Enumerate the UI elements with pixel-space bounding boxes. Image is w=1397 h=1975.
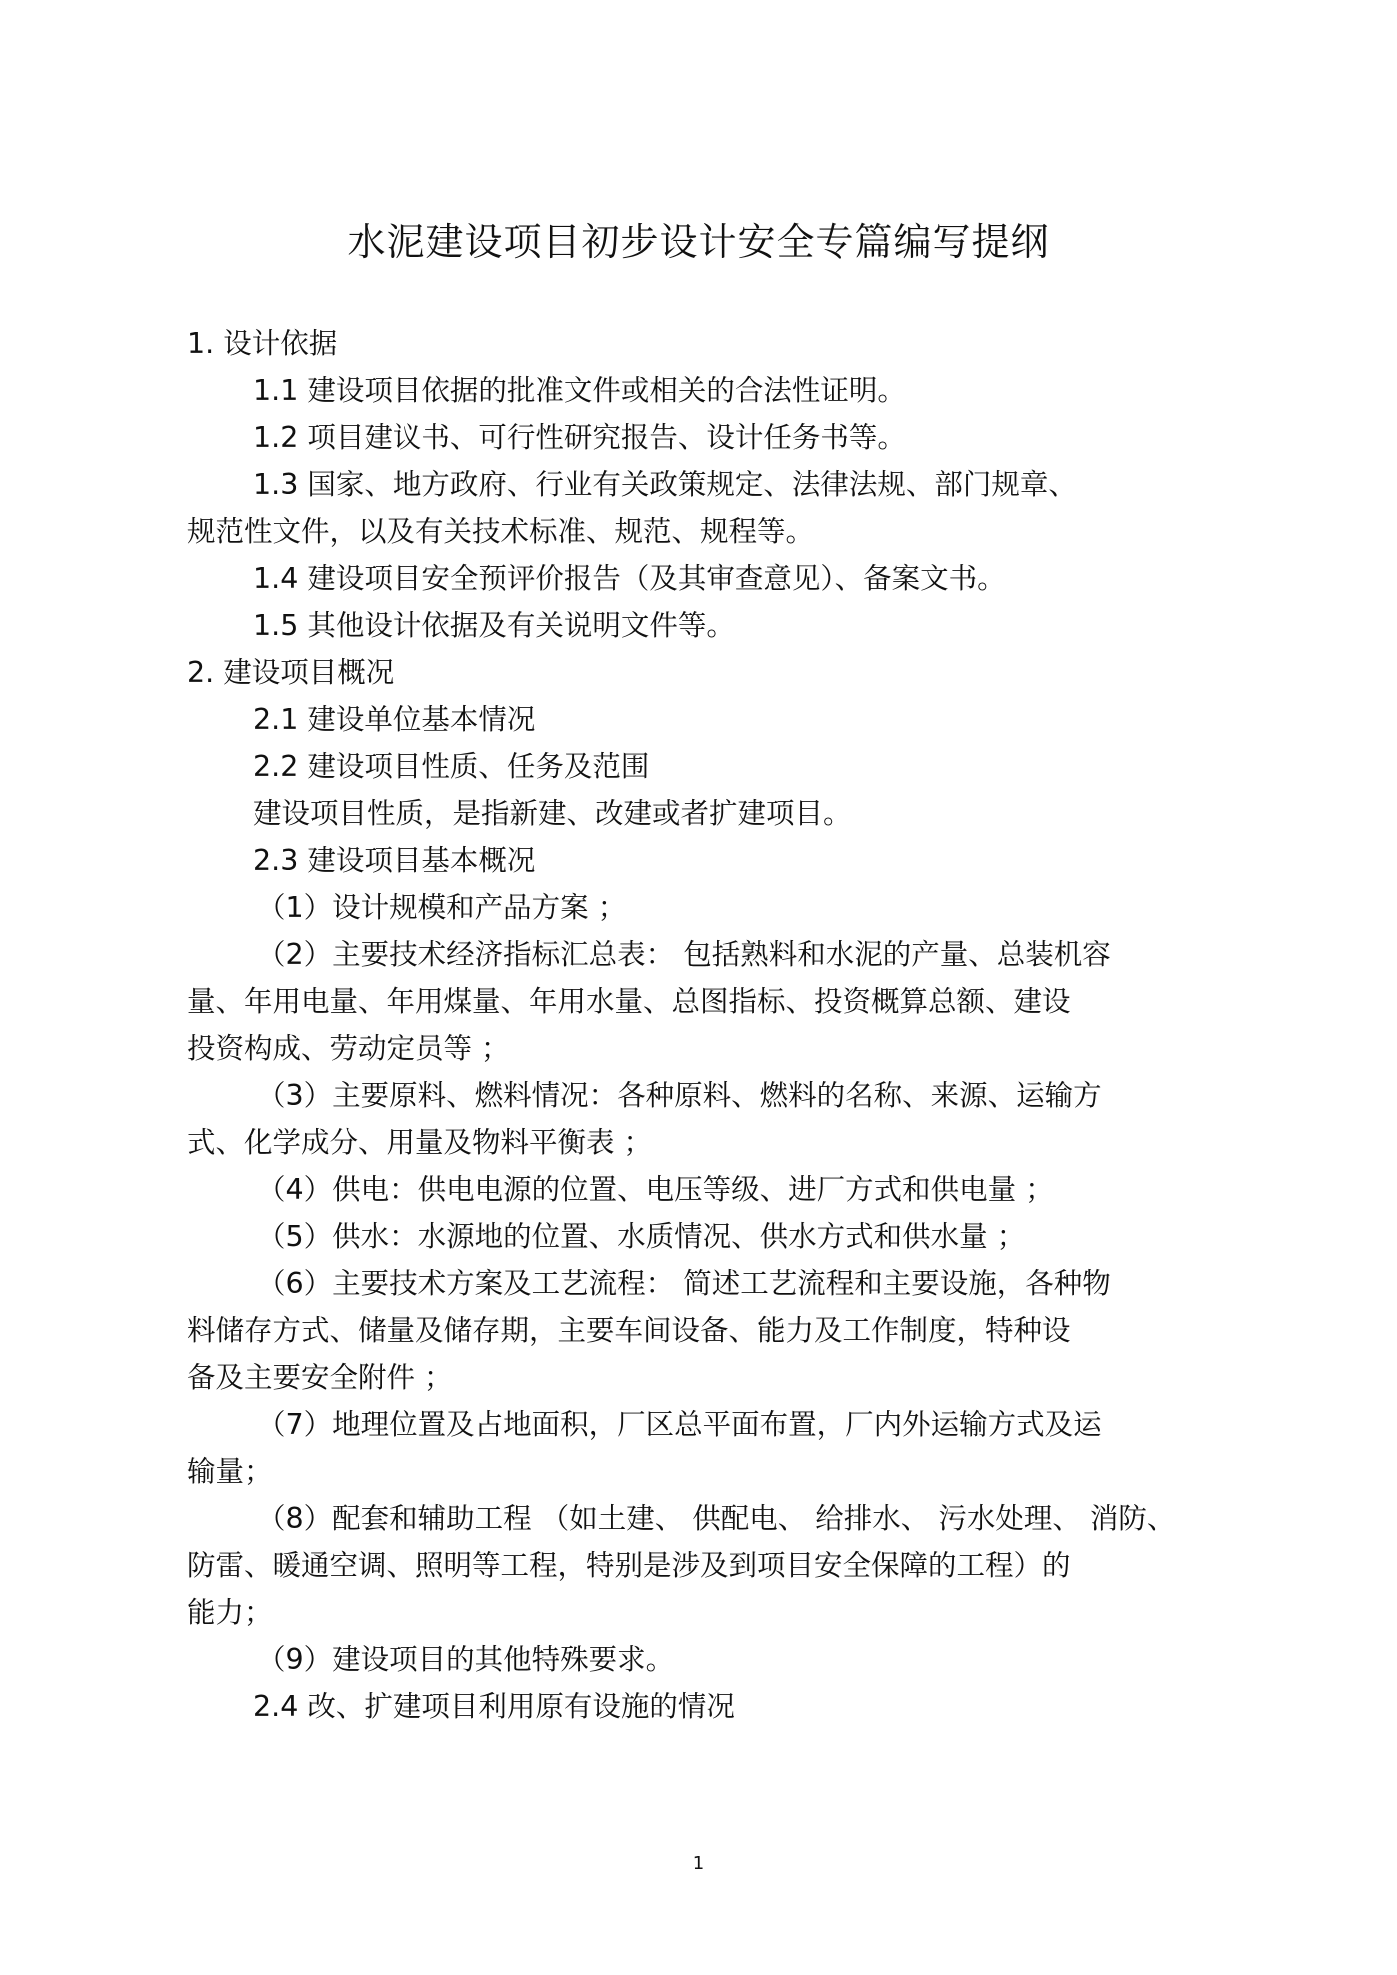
text-line: （1）设计规模和产品方案 ； <box>257 891 627 924</box>
text-line: 建设项目性质，是指新建、改建或者扩建项目。 <box>253 797 852 830</box>
text-line: 量、年用电量、年用煤量、年用水量、总图指标、投资概算总额、建设 <box>187 985 1071 1018</box>
text-line: 2.4 改、扩建项目利用原有设施的情况 <box>253 1690 735 1723</box>
text-line: 1.2 项目建议书、可行性研究报告、设计任务书等。 <box>253 421 906 454</box>
text-line: 料储存方式、储量及储存期，主要车间设备、能力及工作制度，特种设 <box>187 1314 1071 1347</box>
text-line: 输量； <box>187 1455 273 1488</box>
text-line: 2.3 建设项目基本概况 <box>253 844 536 877</box>
text-line: （5）供水：水源地的位置、水质情况、供水方式和供水量 ； <box>257 1220 1026 1253</box>
page-number: 1 <box>692 1853 705 1874</box>
text-line: （3）主要原料、燃料情况：各种原料、燃料的名称、来源、运输方 <box>257 1079 1102 1112</box>
text-line: 1.1 建设项目依据的批准文件或相关的合法性证明。 <box>253 374 906 407</box>
text-line: 规范性文件，以及有关技术标准、规范、规程等。 <box>187 515 815 548</box>
text-line: （7）地理位置及占地面积，厂区总平面布置，厂内外运输方式及运 <box>257 1408 1102 1441</box>
document-title: 水泥建设项目初步设计安全专篇编写提纲 <box>347 220 1050 264</box>
text-line: 2.2 建设项目性质、任务及范围 <box>253 750 650 783</box>
text-line: （6）主要技术方案及工艺流程： 简述工艺流程和主要设施，各种物 <box>257 1267 1111 1300</box>
text-line: 备及主要安全附件 ； <box>187 1361 453 1394</box>
text-line: 1.4 建设项目安全预评价报告（及其审查意见）、备案文书。 <box>253 562 1006 595</box>
text-line: 投资构成、劳动定员等 ； <box>187 1032 510 1065</box>
text-line: 2.1 建设单位基本情况 <box>253 703 536 736</box>
text-line: （2）主要技术经济指标汇总表： 包括熟料和水泥的产量、总装机容 <box>257 938 1111 971</box>
text-line: 1.3 国家、地方政府、行业有关政策规定、法律法规、部门规章、 <box>253 468 1077 501</box>
text-line: （4）供电：供电电源的位置、电压等级、进厂方式和供电量 ； <box>257 1173 1054 1206</box>
text-line: 防雷、暖通空调、照明等工程，特别是涉及到项目安全保障的工程）的 <box>187 1549 1071 1582</box>
text-line: 1. 设计依据 <box>187 327 338 360</box>
text-line: 1.5 其他设计依据及有关说明文件等。 <box>253 609 735 642</box>
text-line: 能力； <box>187 1596 273 1629</box>
document-body <box>187 320 1237 1730</box>
text-line: 2. 建设项目概况 <box>187 656 395 689</box>
text-line: （9）建设项目的其他特殊要求。 <box>257 1643 675 1676</box>
text-line: （8）配套和辅助工程 （如土建、 供配电、 给排水、 污水处理、 消防、 <box>257 1502 1176 1535</box>
text-line: 式、化学成分、用量及物料平衡表 ； <box>187 1126 653 1159</box>
